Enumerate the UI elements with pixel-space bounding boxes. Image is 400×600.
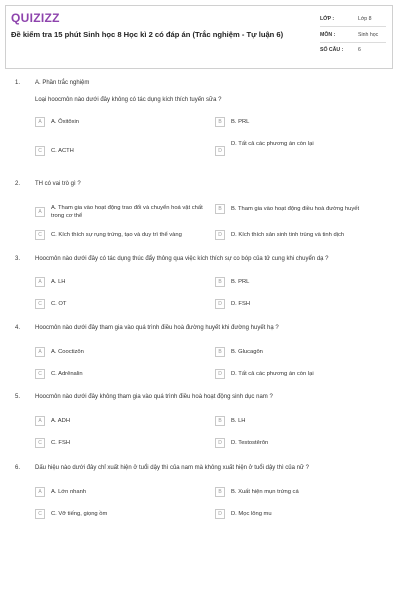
option-d[interactable] [215, 438, 268, 448]
option-a[interactable] [35, 277, 66, 287]
option-b[interactable] [215, 117, 249, 127]
option-a[interactable] [35, 204, 210, 220]
question-number: 6. [15, 465, 21, 471]
option-text: D. FSH [231, 301, 251, 307]
option-letter-box[interactable]: D [215, 299, 225, 309]
option-text: D. Mọc lông mu [231, 511, 272, 517]
option-d[interactable] [215, 299, 250, 309]
question-number: 5. [15, 394, 21, 400]
option-letter-box[interactable]: B [215, 487, 225, 497]
option-letter-box[interactable]: C [35, 369, 45, 379]
option-text: A. Cooctizôn [51, 349, 84, 355]
question-number: 1. [15, 80, 21, 86]
option-text: B. PRL [231, 119, 250, 125]
option-text: D. Tất cả các phương án còn lại [231, 371, 314, 377]
option-text: C. Vỡ tiếng, giọng ồm [51, 511, 108, 517]
option-b[interactable] [215, 487, 299, 497]
option-text: B. Xuất hiện mụn trứng cá [231, 489, 299, 495]
question-text: TH có vai trò gì ? [35, 181, 81, 187]
option-text: B. LH [231, 418, 246, 424]
question-number: 3. [15, 256, 21, 262]
question-number: 4. [15, 325, 21, 331]
option-text: C. Kích thích sự rụng trứng, tạo và duy trì thể vàng [51, 232, 182, 238]
option-letter-box[interactable]: B [215, 277, 225, 287]
option-letter-box[interactable]: B [215, 117, 225, 127]
option-d[interactable] [215, 141, 314, 156]
question-number: 2. [15, 181, 21, 187]
option-d[interactable] [215, 369, 314, 379]
option-d[interactable] [215, 509, 272, 519]
meta-value: Lớp 8 [358, 16, 372, 22]
question-text: Hoocmôn nào dưới đây không tham gia vào quá trình điều hoà hoạt động sinh dục nam ? [35, 394, 273, 400]
option-text: D. Tất cả các phương án còn lại [231, 141, 314, 147]
meta-key: MÔN : [320, 32, 336, 38]
question-text: Hoocmôn nào dưới đây có tác dụng thúc đẩy thông qua việc kích thích sự co bóp của tử cung khi chuyển dạ ? [35, 256, 329, 262]
option-text: C. OT [51, 301, 67, 307]
option-text: C. Adrênalin [51, 371, 83, 377]
option-text: A. LH [51, 279, 66, 285]
option-letter-box[interactable]: D [215, 438, 225, 448]
meta-value: 6 [358, 47, 361, 53]
option-letter-box[interactable]: C [35, 146, 45, 156]
option-text: B. Tham gia vào hoạt động điều hoà đường huyết [231, 206, 360, 212]
option-letter-box[interactable]: C [35, 230, 45, 240]
section-title: A. Phần trắc nghiệm [35, 80, 90, 86]
option-text: D. Kích thích sản sinh tinh trùng và tinh dịch [231, 232, 345, 238]
option-text: B. PRL [231, 279, 250, 285]
option-text: A. Tham gia vào hoạt động trao đổi và chuyển hoá vật chất trong cơ thể [51, 205, 203, 219]
option-c[interactable] [35, 369, 83, 379]
option-c[interactable] [35, 299, 66, 309]
question-text: Loại hoocmôn nào dưới đây không có tác dụng kích thích tuyến sữa ? [35, 97, 222, 103]
option-letter-box[interactable]: A [35, 117, 45, 127]
option-letter-box[interactable]: C [35, 299, 45, 309]
divider [320, 26, 386, 27]
option-letter-box[interactable]: A [35, 277, 45, 287]
option-text: C. FSH [51, 440, 71, 446]
question-text: Dấu hiệu nào dưới đây chỉ xuất hiện ở tuổi dậy thì của nam mà không xuất hiện ở tuổi dậy thì của nữ ? [35, 465, 310, 471]
option-a[interactable] [35, 347, 84, 357]
option-a[interactable] [35, 117, 79, 127]
option-letter-box[interactable]: C [35, 509, 45, 519]
option-b[interactable] [215, 347, 263, 357]
option-c[interactable] [35, 230, 182, 240]
option-text: C. ACTH [51, 148, 74, 154]
option-text: A. ADH [51, 418, 71, 424]
option-letter-box[interactable]: B [215, 416, 225, 426]
option-c[interactable] [35, 146, 74, 156]
meta-value: Sinh học [358, 32, 379, 38]
option-letter-box[interactable]: D [215, 369, 225, 379]
divider [320, 42, 386, 43]
quizizz-logo: QUIZIZZ [11, 11, 60, 25]
option-a[interactable] [35, 416, 70, 426]
option-c[interactable] [35, 438, 70, 448]
option-b[interactable] [215, 204, 359, 214]
option-letter-box[interactable]: B [215, 347, 225, 357]
meta-key: SỐ CÂU : [320, 47, 344, 53]
option-letter-box[interactable]: D [215, 146, 225, 156]
option-text: A. Ôxitôxin [51, 119, 80, 125]
option-b[interactable] [215, 277, 249, 287]
option-letter-box[interactable]: A [35, 207, 45, 217]
option-letter-box[interactable]: D [215, 230, 225, 240]
option-letter-box[interactable]: B [215, 204, 225, 214]
option-c[interactable] [35, 509, 107, 519]
option-text: D. Testostêrôn [231, 440, 269, 446]
option-b[interactable] [215, 416, 246, 426]
question-text: Hoocmôn nào dưới đây tham gia vào quá trình điều hoà đường huyết khi đường huyết hạ ? [35, 325, 279, 331]
meta-key: LỚP : [320, 16, 335, 22]
option-letter-box[interactable]: C [35, 438, 45, 448]
option-d[interactable] [215, 230, 344, 240]
option-letter-box[interactable]: A [35, 347, 45, 357]
option-text: B. Glucagôn [231, 349, 263, 355]
option-letter-box[interactable]: D [215, 509, 225, 519]
option-a[interactable] [35, 487, 86, 497]
page-title: Đề kiểm tra 15 phút Sinh học 8 Học kì 2 có đáp án (Trắc nghiệm - Tự luận 6) [11, 30, 284, 39]
option-letter-box[interactable]: A [35, 416, 45, 426]
option-letter-box[interactable]: A [35, 487, 45, 497]
option-text: A. Lớn nhanh [51, 489, 87, 495]
